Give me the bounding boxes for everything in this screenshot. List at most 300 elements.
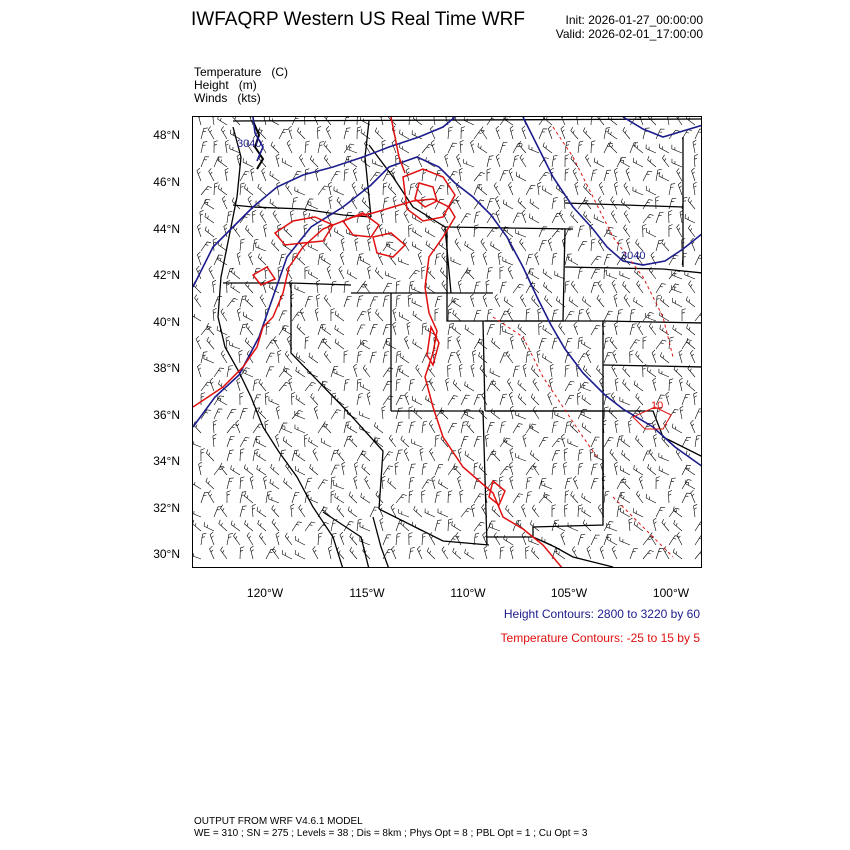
wind-barb bbox=[591, 256, 601, 265]
wind-barb bbox=[448, 352, 455, 363]
wind-barb bbox=[465, 381, 474, 391]
init-time: Init: 2026-01-27_00:00:00 bbox=[565, 13, 703, 27]
wind-barb bbox=[565, 381, 574, 391]
wind-barb bbox=[324, 351, 331, 363]
wind-barb bbox=[673, 507, 682, 518]
wind-barb bbox=[474, 463, 478, 475]
wind-barb bbox=[245, 338, 253, 349]
wind-barb bbox=[308, 242, 318, 251]
wind-barb bbox=[393, 308, 396, 321]
wind-barb bbox=[591, 437, 600, 447]
wind-barb bbox=[471, 294, 475, 307]
wind-barb bbox=[474, 172, 485, 181]
wind-barb bbox=[218, 157, 227, 167]
wind-barb bbox=[292, 450, 299, 461]
wind-barb bbox=[459, 364, 462, 377]
wind-barb bbox=[500, 117, 510, 125]
wind-barb bbox=[677, 532, 682, 545]
wind-barb bbox=[210, 378, 214, 391]
wind-barb bbox=[446, 378, 449, 391]
wind-barb bbox=[337, 505, 344, 517]
wind-barb bbox=[412, 242, 422, 251]
wind-barb bbox=[218, 185, 227, 196]
wind-barb bbox=[597, 117, 604, 125]
wind-barb bbox=[656, 284, 666, 293]
wind-barb bbox=[198, 117, 201, 125]
wind-barb bbox=[400, 353, 409, 363]
wind-barb bbox=[201, 492, 209, 503]
wind-barb bbox=[258, 520, 266, 531]
wind-barb bbox=[206, 449, 214, 461]
wind-barb bbox=[637, 322, 643, 335]
wind-barb bbox=[548, 126, 552, 139]
wind-barb bbox=[643, 200, 653, 209]
wind-barb bbox=[350, 533, 357, 545]
wind-barb bbox=[334, 481, 344, 489]
wind-barb bbox=[344, 379, 350, 391]
wind-barb bbox=[205, 213, 214, 223]
wind-barb bbox=[461, 508, 472, 517]
wind-barb bbox=[428, 365, 435, 377]
wind-barb bbox=[581, 383, 591, 391]
wind-barb bbox=[695, 129, 702, 139]
wind-barb bbox=[691, 490, 695, 503]
wind-barb bbox=[474, 212, 480, 223]
wind-barb bbox=[304, 434, 308, 447]
wind-barb bbox=[526, 254, 533, 265]
wind-barb bbox=[244, 465, 253, 476]
wind-barb bbox=[316, 294, 320, 307]
wind-barb bbox=[308, 495, 318, 504]
wind-barb bbox=[276, 532, 279, 545]
wind-barb bbox=[516, 411, 526, 419]
wind-barb bbox=[425, 509, 435, 518]
field-name: Height bbox=[194, 78, 229, 92]
wind-barb bbox=[564, 448, 568, 461]
wind-barb bbox=[277, 182, 280, 195]
wind-barb bbox=[263, 280, 266, 293]
wind-barb bbox=[487, 325, 495, 335]
wind-barb bbox=[520, 294, 526, 307]
wind-barb bbox=[491, 409, 500, 419]
wind-barb bbox=[416, 365, 422, 377]
wind-barb bbox=[448, 396, 458, 405]
wind-barb bbox=[213, 280, 217, 293]
wind-barb bbox=[687, 324, 696, 335]
wind-barb bbox=[435, 296, 442, 307]
wind-barb bbox=[646, 494, 656, 503]
wind-barb bbox=[542, 186, 552, 195]
wind-barb bbox=[633, 508, 643, 517]
wind-barb bbox=[604, 337, 610, 349]
wind-barb bbox=[471, 252, 474, 265]
wind-barb bbox=[513, 143, 522, 153]
wind-barb bbox=[335, 493, 344, 503]
wind-barb bbox=[531, 394, 539, 405]
wind-barb bbox=[452, 521, 461, 531]
wind-barb bbox=[284, 366, 293, 377]
wind-barb bbox=[322, 255, 331, 265]
wind-barb bbox=[253, 449, 259, 461]
wind-barb bbox=[324, 295, 331, 307]
wind-barb bbox=[662, 155, 669, 167]
wind-barb bbox=[262, 168, 266, 181]
wind-barb bbox=[610, 337, 617, 349]
wind-barb bbox=[266, 323, 270, 335]
wind-barb bbox=[383, 283, 392, 293]
wind-barb bbox=[510, 476, 513, 489]
wind-barb bbox=[578, 268, 584, 279]
wind-barb bbox=[479, 464, 487, 475]
wind-barb bbox=[500, 171, 508, 181]
wind-barb bbox=[198, 364, 202, 377]
wind-barb bbox=[227, 478, 234, 489]
wind-barb bbox=[193, 312, 201, 322]
wind-barb bbox=[623, 281, 630, 293]
wind-barb bbox=[656, 196, 660, 209]
wind-barb bbox=[604, 407, 609, 419]
wy-outline bbox=[447, 229, 565, 321]
wind-barb bbox=[260, 295, 266, 308]
wind-barb bbox=[485, 434, 489, 447]
wind-barb bbox=[487, 309, 493, 321]
wind-barb bbox=[591, 117, 596, 125]
wind-barb bbox=[465, 325, 474, 335]
wind-barb bbox=[407, 322, 410, 335]
wind-barb bbox=[207, 337, 214, 349]
wind-barb bbox=[227, 425, 238, 434]
wind-barb bbox=[487, 381, 496, 391]
wind-barb bbox=[500, 267, 504, 280]
wind-barb bbox=[286, 183, 292, 195]
wind-barb bbox=[227, 298, 238, 307]
wind-barb bbox=[695, 312, 702, 321]
wind-barb bbox=[206, 478, 214, 489]
wind-barb bbox=[331, 171, 340, 181]
wind-barb bbox=[594, 158, 604, 167]
wind-barb bbox=[396, 281, 400, 293]
wind-barb bbox=[370, 297, 378, 307]
wind-barb bbox=[573, 168, 578, 181]
wind-barb bbox=[381, 210, 384, 223]
wind-barb bbox=[565, 365, 570, 377]
wind-barb bbox=[513, 494, 523, 503]
wind-barb bbox=[586, 308, 591, 321]
wind-barb bbox=[662, 239, 669, 251]
wind-barb bbox=[672, 159, 682, 167]
wind-barb bbox=[531, 365, 539, 377]
wind-barb bbox=[404, 448, 409, 461]
wind-barb bbox=[518, 198, 526, 209]
wind-barb bbox=[331, 477, 335, 489]
wind-barb bbox=[422, 144, 433, 153]
wind-barb bbox=[508, 266, 513, 279]
wind-barb bbox=[296, 367, 305, 377]
wind-barb bbox=[609, 408, 617, 419]
wind-barb bbox=[552, 422, 558, 433]
wind-barb bbox=[305, 478, 312, 489]
wind-barb bbox=[522, 210, 526, 223]
field-unit: (m) bbox=[238, 78, 257, 92]
wind-barb bbox=[292, 522, 302, 531]
wind-barb bbox=[374, 422, 383, 433]
wind-barb bbox=[272, 519, 279, 531]
wind-barb bbox=[252, 504, 256, 517]
wind-barb bbox=[487, 198, 494, 209]
wind-barb bbox=[453, 310, 461, 321]
wind-barb bbox=[591, 239, 596, 251]
wind-barb bbox=[357, 127, 361, 139]
wind-barb bbox=[282, 550, 292, 559]
wind-barb bbox=[283, 437, 292, 448]
wind-barb bbox=[690, 350, 695, 363]
wind-barb bbox=[526, 477, 532, 489]
wind-barb bbox=[513, 284, 523, 293]
wind-barb bbox=[357, 379, 362, 391]
wind-barb bbox=[660, 352, 669, 363]
wind-barb bbox=[315, 168, 318, 181]
wind-barb bbox=[195, 295, 201, 307]
wind-barb bbox=[404, 210, 409, 223]
wind-barb bbox=[355, 238, 358, 251]
field-height bbox=[194, 78, 257, 92]
wind-barb bbox=[530, 424, 540, 434]
wind-barb bbox=[487, 422, 495, 433]
wind-barb bbox=[582, 296, 591, 307]
wind-barb bbox=[383, 183, 387, 195]
wind-barb bbox=[621, 493, 630, 503]
or-nv-border bbox=[291, 283, 351, 285]
wind-barb bbox=[669, 379, 673, 391]
wind-barb bbox=[412, 439, 422, 447]
wind-barb bbox=[348, 270, 358, 279]
wind-barb bbox=[577, 392, 581, 405]
wind-barb bbox=[552, 338, 559, 349]
wind-barb bbox=[367, 224, 370, 237]
wind-barb bbox=[422, 490, 426, 503]
wind-barb bbox=[620, 466, 630, 475]
wind-barb bbox=[457, 350, 462, 363]
wind-barb bbox=[636, 393, 643, 405]
wind-barb bbox=[668, 490, 672, 503]
wind-barb bbox=[227, 280, 231, 293]
wind-barb bbox=[331, 465, 340, 475]
temperature-contour bbox=[415, 183, 437, 207]
wind-barb bbox=[227, 409, 236, 419]
wind-barb bbox=[611, 210, 617, 223]
wind-barb bbox=[648, 156, 656, 167]
wind-barb bbox=[317, 126, 321, 139]
wind-barb bbox=[243, 158, 253, 167]
wind-barb bbox=[634, 297, 643, 307]
wind-barb bbox=[474, 282, 481, 293]
wind-barb bbox=[656, 213, 664, 224]
wind-barb bbox=[518, 380, 526, 391]
wind-barb bbox=[448, 491, 452, 503]
wind-barb bbox=[695, 435, 701, 447]
wind-barb bbox=[608, 117, 617, 125]
wind-barb bbox=[222, 196, 227, 209]
wind-barb bbox=[539, 241, 547, 251]
wind-barb bbox=[218, 117, 227, 125]
wind-barb bbox=[679, 350, 682, 363]
lat-label: 30°N bbox=[153, 547, 180, 561]
wind-barb bbox=[694, 392, 698, 405]
wind-barb bbox=[674, 366, 682, 377]
wind-barb bbox=[367, 392, 370, 405]
wind-barb bbox=[234, 533, 241, 545]
wind-barb bbox=[227, 491, 231, 503]
wind-barb bbox=[574, 322, 578, 335]
wind-barb bbox=[626, 168, 630, 181]
wind-barb bbox=[615, 378, 618, 391]
wind-barb bbox=[686, 465, 695, 475]
wind-barb bbox=[643, 224, 647, 237]
wind-barb bbox=[409, 184, 415, 196]
wind-barb bbox=[474, 225, 479, 237]
wind-barb bbox=[689, 281, 695, 293]
wind-barb bbox=[380, 518, 383, 531]
wind-barb bbox=[604, 254, 611, 265]
wind-barb bbox=[507, 308, 513, 321]
wind-barb bbox=[265, 392, 269, 405]
wind-barb bbox=[396, 295, 401, 307]
wind-barb bbox=[429, 420, 435, 433]
wind-barb bbox=[667, 117, 670, 125]
wind-barb bbox=[586, 350, 591, 363]
wind-barb bbox=[500, 438, 510, 447]
wind-barb bbox=[479, 352, 487, 363]
wind-barb bbox=[591, 141, 595, 153]
wind-barb bbox=[659, 466, 669, 475]
wind-barb bbox=[353, 168, 357, 181]
wind-barb bbox=[297, 128, 305, 140]
wind-barb bbox=[612, 546, 617, 559]
wind-barb bbox=[299, 505, 305, 517]
wind-barb bbox=[653, 434, 656, 447]
wind-barb bbox=[513, 366, 520, 377]
wind-barb bbox=[388, 478, 396, 489]
wind-barb bbox=[227, 450, 234, 461]
wind-barb bbox=[552, 451, 560, 461]
wind-barb bbox=[692, 168, 696, 181]
wind-barb bbox=[669, 478, 676, 489]
wind-barb bbox=[500, 353, 508, 363]
wind-barb bbox=[578, 241, 587, 251]
height-contours-legend: Height Contours: 2800 to 3220 by 60 bbox=[503, 607, 700, 621]
wind-barb bbox=[620, 397, 630, 405]
wind-barb bbox=[270, 171, 279, 181]
wind-barb bbox=[225, 140, 228, 153]
wind-barb bbox=[650, 533, 656, 545]
wind-barb bbox=[653, 378, 656, 391]
wind-barb bbox=[201, 533, 206, 545]
wind-barb bbox=[552, 253, 557, 265]
wind-barb bbox=[422, 323, 427, 335]
wind-barb bbox=[272, 239, 280, 251]
wind-barb bbox=[227, 437, 235, 448]
wind-barb bbox=[598, 281, 604, 294]
wind-barb bbox=[643, 171, 652, 181]
wind-barb bbox=[661, 296, 670, 307]
wind-barb bbox=[240, 324, 247, 335]
wind-barb bbox=[309, 270, 319, 280]
wind-barb bbox=[422, 480, 432, 489]
wind-barb bbox=[213, 434, 217, 447]
wind-barb bbox=[461, 436, 469, 447]
wind-barb bbox=[673, 548, 682, 559]
wind-barb bbox=[214, 183, 218, 195]
wind-barb bbox=[472, 504, 475, 517]
wind-barb bbox=[494, 533, 500, 546]
wind-barb bbox=[442, 547, 448, 559]
wind-barb bbox=[219, 520, 227, 531]
wind-barb bbox=[340, 532, 344, 545]
wind-barb bbox=[273, 547, 280, 559]
wind-barb bbox=[221, 547, 227, 559]
wind-barb bbox=[453, 380, 461, 391]
wind-barb bbox=[295, 466, 305, 475]
wind-barb bbox=[318, 253, 324, 265]
wind-barb bbox=[237, 378, 240, 391]
wind-barb bbox=[604, 128, 610, 139]
wind-barb bbox=[608, 129, 617, 139]
temperature-contour bbox=[493, 317, 597, 457]
wind-barb bbox=[240, 437, 249, 447]
wind-barb bbox=[240, 506, 247, 517]
wind-barb bbox=[287, 140, 292, 153]
wind-barb bbox=[292, 492, 299, 503]
sd-ne-border bbox=[565, 267, 702, 273]
wind-barb bbox=[197, 224, 201, 237]
wind-barb bbox=[435, 520, 442, 531]
wind-barb bbox=[201, 128, 208, 139]
wind-barb bbox=[584, 211, 592, 223]
wind-barb bbox=[344, 422, 350, 433]
wind-barb bbox=[324, 239, 331, 251]
wind-barb bbox=[481, 239, 487, 251]
wind-barb bbox=[297, 324, 305, 335]
wind-barb bbox=[401, 436, 409, 447]
wind-barb bbox=[208, 126, 214, 139]
wind-barb bbox=[305, 337, 309, 349]
mexico-coast bbox=[323, 512, 369, 568]
wind-barb bbox=[266, 353, 275, 363]
wind-barb bbox=[213, 308, 217, 321]
model-info-line2: WE = 310 ; SN = 275 ; Levels = 38 ; Dis = 8km ; Phys Opt = 8 ; PBL Opt = 1 ; Cu Opt = 3 bbox=[194, 828, 588, 839]
wind-barb bbox=[614, 294, 617, 307]
wind-barb bbox=[292, 197, 298, 209]
wind-barb bbox=[636, 435, 644, 447]
wind-barb bbox=[495, 294, 500, 307]
wind-barb bbox=[201, 382, 211, 391]
wind-barb bbox=[273, 211, 279, 224]
wind-barb bbox=[193, 509, 201, 517]
wind-barb bbox=[314, 406, 318, 419]
wind-barb bbox=[240, 183, 245, 195]
wind-barb bbox=[249, 252, 254, 265]
wind-barb bbox=[328, 546, 331, 559]
wind-barb bbox=[357, 519, 362, 531]
wind-barb bbox=[483, 252, 487, 265]
wind-barb bbox=[258, 184, 266, 195]
wind-barb bbox=[646, 228, 656, 237]
wind-barb bbox=[324, 141, 331, 153]
wind-barb bbox=[635, 268, 643, 279]
wind-barb bbox=[260, 211, 266, 224]
temperature-contours-legend: Temperature Contours: -25 to 15 by 5 bbox=[500, 631, 700, 645]
wind-barb bbox=[448, 423, 457, 433]
